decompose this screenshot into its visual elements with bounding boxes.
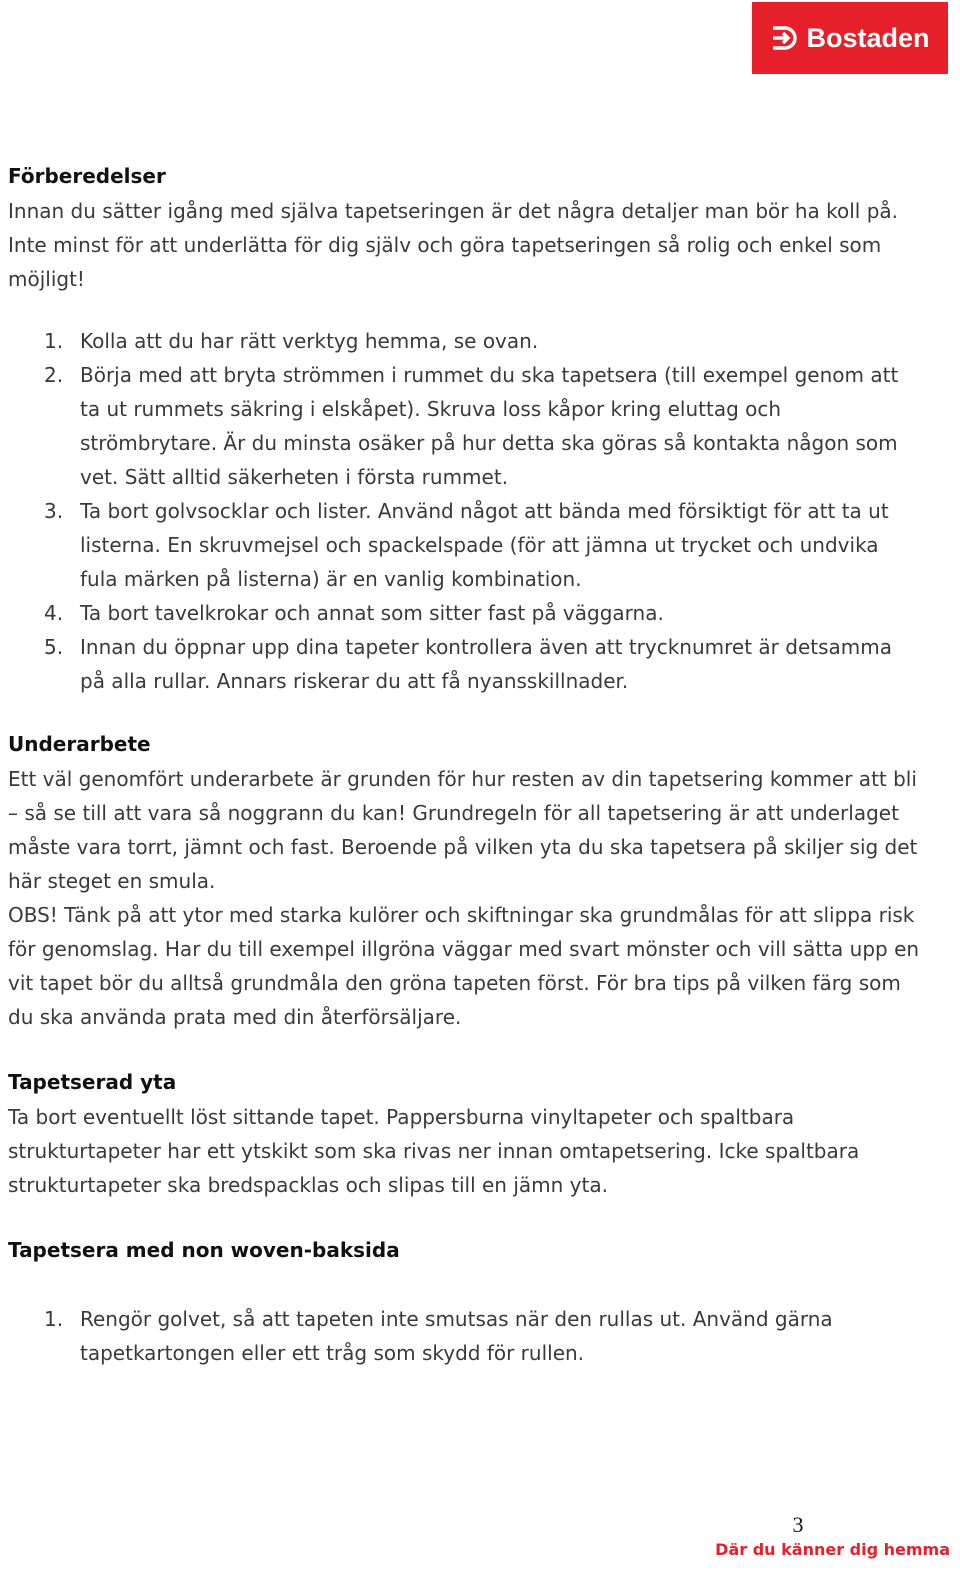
heading-forberedelser: Förberedelser xyxy=(8,164,166,188)
logo-text: Bostaden xyxy=(806,22,930,53)
forberedelser-list xyxy=(8,324,920,698)
list-item: 5. Innan du öppnar upp dina tapeter kontrollera även att trycknumret är detsamma på alla rullar. Annars riskerar du att få nyansskillnader. xyxy=(44,635,892,693)
list-item: 2. Börja med att bryta strömmen i rummet du ska tapetsera (till exempel genom att ta ut rummets säkring i elskåpet). Skruva loss kåpor kring eluttag och strömbrytare. Är du minsta osäker på hur detta ska göras så kontakta någon som vet. Sätt alltid säkerheten i första rummet. xyxy=(44,363,899,489)
underarbete-paragraph-2: OBS! Tänk på att ytor med starka kulörer och skiftningar ska grundmålas för att slippa risk för genomslag. Har du till exempel illgröna väggar med svart mönster och vill sätta upp en vit tapet bör du alltså grundmåla den gröna tapeten först. För bra tips på vilken färg som du ska använda prata med din återförsäljare. xyxy=(8,903,920,1029)
list-item: 3. Ta bort golvsocklar och lister. Använd något att bända med försiktigt för att ta ut listerna. En skruvmejsel och spackelspade (för att jämna ut trycket och undvika fula märken på listerna) är en vanlig kombination. xyxy=(44,499,889,591)
bostaden-logo xyxy=(752,2,948,74)
non-woven-list xyxy=(8,1302,920,1370)
footer-slogan: Där du känner dig hemma xyxy=(715,1540,950,1559)
underarbete-paragraph-1: Ett väl genomfört underarbete är grunden för hur resten av din tapetsering kommer att bli – så se till att vara så noggrann du kan! Grundregeln för all tapetsering är att underlaget måste vara torrt, jämnt och fast. Beroende på vilken yta du ska tapetsera på skiljer sig det här steget en smula. xyxy=(8,767,918,893)
list-item: 4. Ta bort tavelkrokar och annat som sitter fast på väggarna. xyxy=(44,601,664,625)
tapetserad-yta-paragraph: Ta bort eventuellt löst sittande tapet. Pappersburna vinyltapeter och spaltbara strukturtapeter har ett ytskikt som ska rivas ner innan omtapetsering. Icke spaltbara strukturtapeter ska bredspacklas och slipas till en jämn yta. xyxy=(8,1105,860,1197)
forberedelser-intro: Innan du sätter igång med själva tapetseringen är det några detaljer man bör ha koll på. Inte minst för att underlätta för dig själv och göra tapetseringen så rolig och enkel som möjligt! xyxy=(8,199,899,291)
bostaden-logo-icon xyxy=(770,25,800,51)
list-item: 1. Kolla att du har rätt verktyg hemma, se ovan. xyxy=(44,329,539,353)
heading-tapetserad-yta: Tapetserad yta xyxy=(8,1070,177,1094)
list-item: 1. Rengör golvet, så att tapeten inte smutsas när den rullas ut. Använd gärna tapetkartongen eller ett tråg som skydd för rullen. xyxy=(44,1307,833,1365)
heading-non-woven: Tapetsera med non woven-baksida xyxy=(8,1238,400,1262)
page-number: 3 xyxy=(792,1512,804,1537)
document-body xyxy=(8,158,920,1370)
heading-underarbete: Underarbete xyxy=(8,732,151,756)
